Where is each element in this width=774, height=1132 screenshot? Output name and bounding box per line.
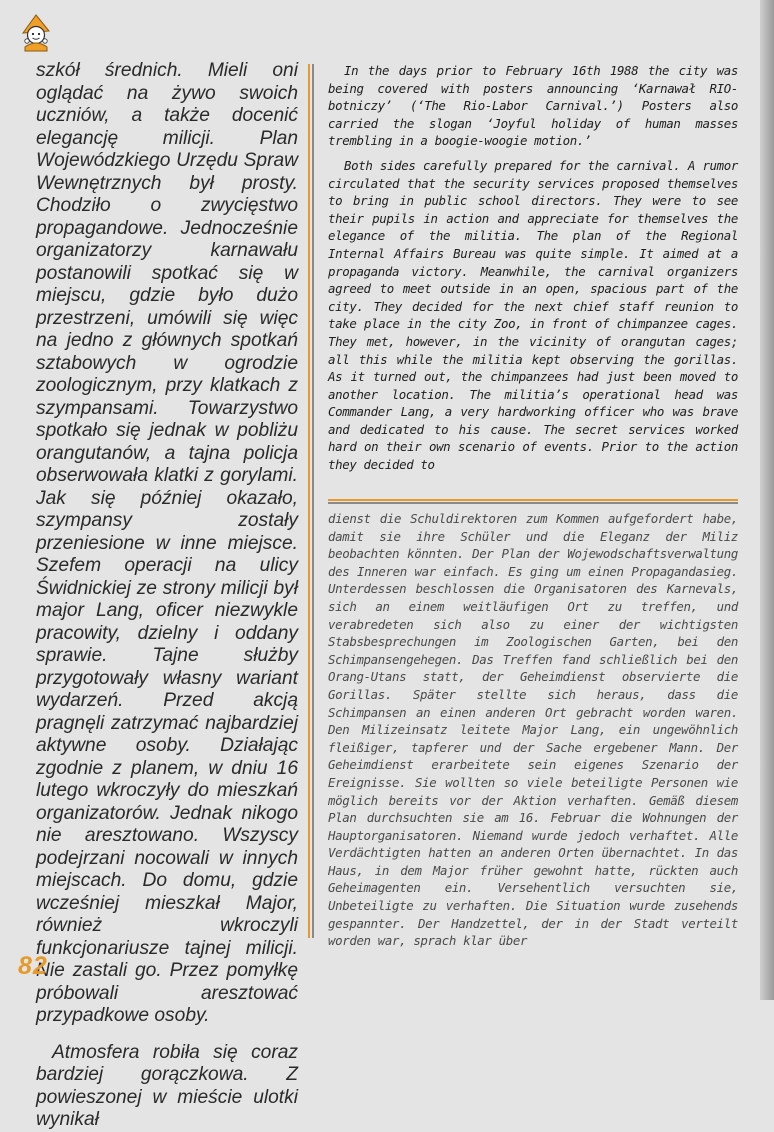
page-number: 82 [18, 952, 48, 980]
gnome-mascot-icon [16, 12, 56, 52]
polish-text-column [36, 60, 298, 1132]
english-text-column [328, 62, 738, 474]
polish-paragraph: Atmosfera robiła się coraz bardziej gorączkowa. Z powieszonej w mieście ulotki wynikał [36, 1041, 298, 1130]
english-paragraph: In the days prior to February 16th 1988 the city was being covered with posters announcing ‘Karnawał RIO-botniczy’ (‘The Rio-Labor Carnival.’) Posters also carried the slogan ‘Joyful holiday of human masses trembling in a boogie-woogie motion.’ [328, 63, 738, 149]
polish-paragraph: szkół średnich. Mieli oni oglądać na żywo swoich uczniów, a także docenić elegancję milicji. Plan Wojewódzkiego Urzędu Spraw Wewnętrznych był prosty. Chodziło o zwycięstwo propagandowe. Jednocześnie organizatorzy karnawału postanowili spotkać się w miejscu, gdzie było dużo przestrzeni, umówili się więc na jedno z głównych spotkań sztabowych w ogrodzie zoologicznym, przy klatkach z szympansami. Towarzystwo spotkało się jednak w pobliżu orangutanów, a tajna policja obserwowała klatki z gorylami. Jak się później okazało, szympansy zostały przeniesione w inne miejsce. Szefem operacji na ulicy Świdnickiej ze strony milicji był major Lang, oficer niezwykle pracowity, dzielny i oddany sprawie. Tajne służby przygotowały własny wariant wydarzeń. Przed akcją pragnęli zatrzymać najbardziej aktywne osoby. Działając zgodnie z planem, w dniu 16 lutego wkroczyły do mieszkań organizatorów. Jednak nikogo nie aresztowano. Wszyscy podejrzani nocowali w innych miejscach. Do domu, gdzie wcześniej mieszkał Major, również wkroczyli funkcjonariusze tajnej milicji. Nie zastali go. Przez pomyłkę próbowali aresztować przypadkowe osoby. [36, 60, 298, 1026]
column-divider [308, 64, 314, 938]
german-paragraph: dienst die Schuldirektoren zum Kommen aufgefordert habe, damit sie ihre Schüler und die Eleganz der Miliz beobachten könnten. Der Plan der Wojewodschaftsverwaltung des Inneren war einfach. Es ging um einen Propagandasieg. Unterdessen beschlossen die Organisatoren des Karnevals, sich an einem weitläufigen Ort zu treffen, und verabredeten sich also zu einer der wichtigsten Stabsbesprechungen im Zoologischen Garten, bei den Schimpansengehegen. Das Treffen fand schließlich bei den Orang-Utans statt, der Geheimdienst observierte die Gorillas. Später stellte sich heraus, dass die Schimpansen an einen anderen Ort gebracht worden waren. Den Milizeinsatz leitete Major Lang, ein ungewöhnlich fleißiger, tapferer und der Sache ergebener Mann. Der Geheimdienst erarbeitete sein eigenes Szenario der Ereignisse. Sie wollten so viele beteiligte Personen wie möglich bereits vor der Aktion verhaften. Gemäß diesem Plan durchsuchten sie am 16. Februar die Wohnungen der Hauptorganisatoren. Niemand wurde jedoch verhaftet. Alle Verdächtigten hatten an anderen Orten übernachtet. In das Haus, in dem Major früher gewohnt hatte, rückten auch Geheimagenten ein. Versehentlich versuchten sie, Unbeteiligte zu verhaften. Die Situation wurde zusehends gespannter. Der Handzettel, der in der Stadt verteilt worden war, sprach klar über [328, 511, 738, 949]
section-divider [328, 499, 738, 504]
page-edge [760, 0, 774, 1000]
english-paragraph: Both sides carefully prepared for the carnival. A rumor circulated that the security services proposed themselves to bring in public school directors. They were to see their pupils in action and appreciate for themselves the elegance of the militia. The plan of the Regional Internal Affairs Bureau was quite simple. It aimed at a propaganda victory. Meanwhile, the carnival organizers agreed to meet outside in an open, spacious part of the city. They decided for the next chief staff reunion to take place in the city Zoo, in front of chimpanzee cages. They met, however, in the vicinity of orangutan cages; all this while the militia kept observing the gorillas. As it turned out, the chimpanzees had just been moved to another location. The militia’s operational head was Commander Lang, a very hardworking officer who was brave and dedicated to his cause. The secret services worked hard on their own scenario of events. Prior to the action they decided to [328, 157, 738, 473]
german-text-column [328, 510, 738, 950]
